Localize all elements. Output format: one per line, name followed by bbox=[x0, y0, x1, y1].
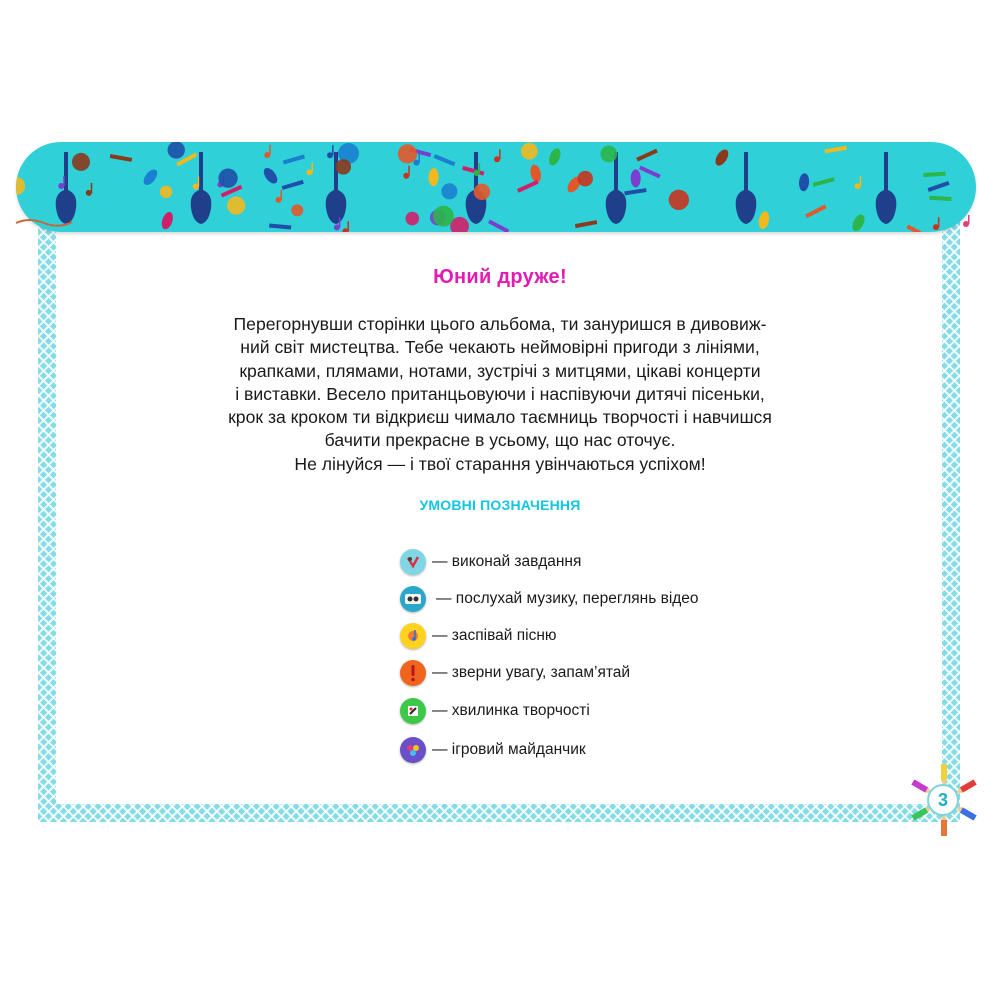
page-number: 3 bbox=[927, 784, 959, 816]
attention-icon bbox=[400, 660, 426, 686]
legend-label: — заспівай пісню bbox=[432, 627, 557, 644]
legend-label: — хвилинка творчості bbox=[432, 702, 590, 719]
legend-item-playground bbox=[400, 736, 586, 764]
sing-icon bbox=[400, 623, 426, 649]
legend-label: — зверни увагу, запам’ятай bbox=[432, 664, 631, 681]
legend-item-attention bbox=[400, 659, 630, 687]
intro-paragraph bbox=[180, 313, 820, 476]
creativity-icon bbox=[400, 698, 426, 724]
intro-line: Перегорнувши сторінки цього альбома, ти зануришся в дивовиж- bbox=[233, 314, 767, 334]
legend-label: — ігровий майданчик bbox=[432, 741, 586, 758]
legend-title: УМОВНІ ПОЗНАЧЕННЯ bbox=[419, 497, 581, 513]
legend-label: — виконай завдання bbox=[432, 553, 582, 570]
legend-item-creativity bbox=[400, 697, 590, 725]
legend-item-media bbox=[400, 585, 699, 613]
intro-line: Не лінуйся — і твої старання увінчаються успіхом! bbox=[294, 453, 706, 474]
intro-line: крок за кроком ти відкриєш чимало таємниць творчості і навчишся bbox=[228, 407, 772, 428]
intro-line: ний світ мистецтва. Тебе чекають неймовірні пригоди з лініями, bbox=[240, 337, 760, 358]
intro-line: бачити прекрасне в усьому, що нас оточує. bbox=[324, 430, 676, 451]
legend-label: — послухай музику, переглянь відео bbox=[436, 590, 699, 607]
legend-item-sing bbox=[400, 622, 557, 650]
task-icon bbox=[400, 549, 426, 575]
playground-icon bbox=[400, 737, 426, 763]
media-icon bbox=[400, 586, 426, 612]
legend-item-task bbox=[400, 548, 581, 576]
intro-line: і виставки. Весело пританцьовуючи і наспівуючи дитячі пісеньки, bbox=[235, 383, 765, 404]
page-greeting: Юний друже! bbox=[433, 266, 567, 288]
intro-line: крапками, плямами, нотами, зустрічі з митцями, цікаві концерти bbox=[239, 360, 761, 381]
